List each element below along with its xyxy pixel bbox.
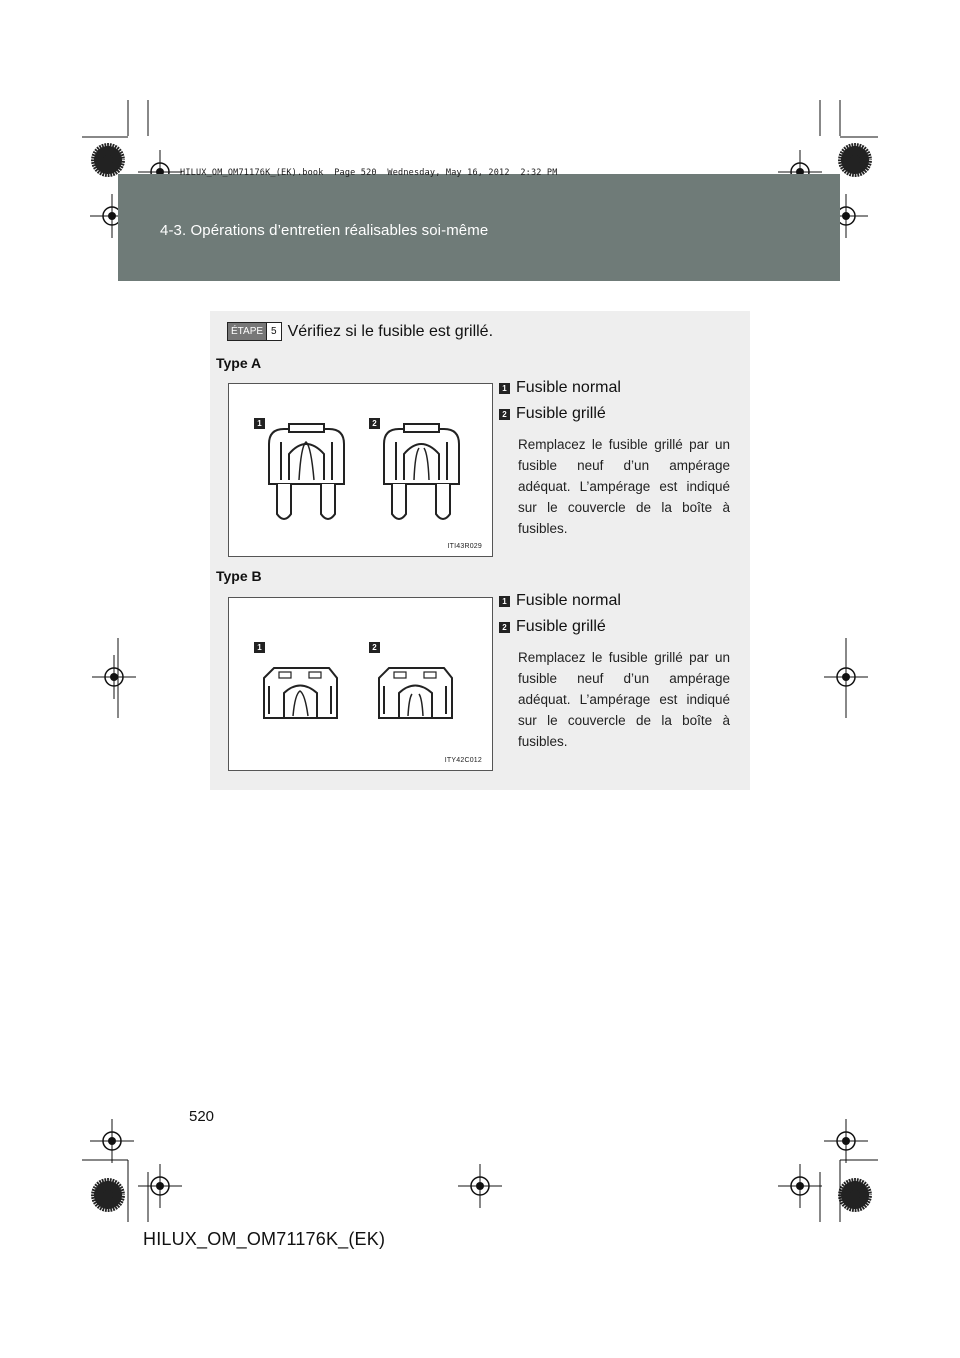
type-b-figure bbox=[228, 597, 493, 771]
type-b-legend-item-1 bbox=[499, 592, 621, 610]
step-panel bbox=[210, 311, 750, 790]
type-b-figure-code: ITY42C012 bbox=[444, 757, 482, 764]
low-profile-fuse-illustration bbox=[229, 598, 492, 770]
book-stamp: HILUX_OM_OM71176K_(EK).book Page 520 Wednesday, May 16, 2012 2:32 PM bbox=[180, 168, 558, 178]
section-header-band bbox=[118, 174, 840, 281]
type-a-callout-1: 1 bbox=[254, 418, 265, 429]
type-b-callout-2: 2 bbox=[369, 642, 380, 653]
type-b-legend-num-2: 2 bbox=[499, 622, 510, 633]
type-b-callout-1: 1 bbox=[254, 642, 265, 653]
type-b-legend-text-2: Fusible grillé bbox=[516, 618, 606, 635]
type-a-figure bbox=[228, 383, 493, 557]
type-b-description: Remplacez le fusible grillé par un fusible neuf d’un ampérage adéquat. L’ampérage est indiqué sur le couvercle de la boîte à fusibles. bbox=[518, 650, 730, 749]
mini-fuse-illustration bbox=[229, 384, 492, 556]
page-number: 520 bbox=[189, 1108, 215, 1125]
type-b-title: Type B bbox=[216, 568, 262, 584]
step-badge-label: ÉTAPE bbox=[228, 323, 266, 340]
step-text: Vérifiez si le fusible est grillé. bbox=[287, 322, 494, 340]
type-b-legend-item-2 bbox=[499, 618, 606, 636]
type-b-legend-num-1: 1 bbox=[499, 596, 510, 607]
type-a-legend-num-1: 1 bbox=[499, 383, 510, 394]
type-b-legend-text-1: Fusible normal bbox=[516, 592, 621, 609]
step-line bbox=[227, 322, 493, 341]
type-a-legend-text-2: Fusible grillé bbox=[516, 405, 606, 422]
type-a-legend-item-2 bbox=[499, 405, 606, 423]
type-a-description: Remplacez le fusible grillé par un fusible neuf d’un ampérage adéquat. L’ampérage est indiqué sur le couvercle de la boîte à fusibles. bbox=[518, 437, 730, 536]
type-a-callout-2: 2 bbox=[369, 418, 380, 429]
type-a-legend-num-2: 2 bbox=[499, 409, 510, 420]
footer-code: HILUX_OM_OM71176K_(EK) bbox=[143, 1229, 386, 1249]
step-badge bbox=[227, 322, 282, 341]
step-badge-number: 5 bbox=[266, 323, 281, 340]
type-a-legend-text-1: Fusible normal bbox=[516, 379, 621, 396]
type-a-legend-item-1 bbox=[499, 379, 621, 397]
type-a-title: Type A bbox=[216, 355, 262, 371]
section-title: 4-3. Opérations d’entretien réalisables soi-même bbox=[160, 222, 489, 239]
type-a-figure-code: ITI43R029 bbox=[447, 543, 482, 550]
